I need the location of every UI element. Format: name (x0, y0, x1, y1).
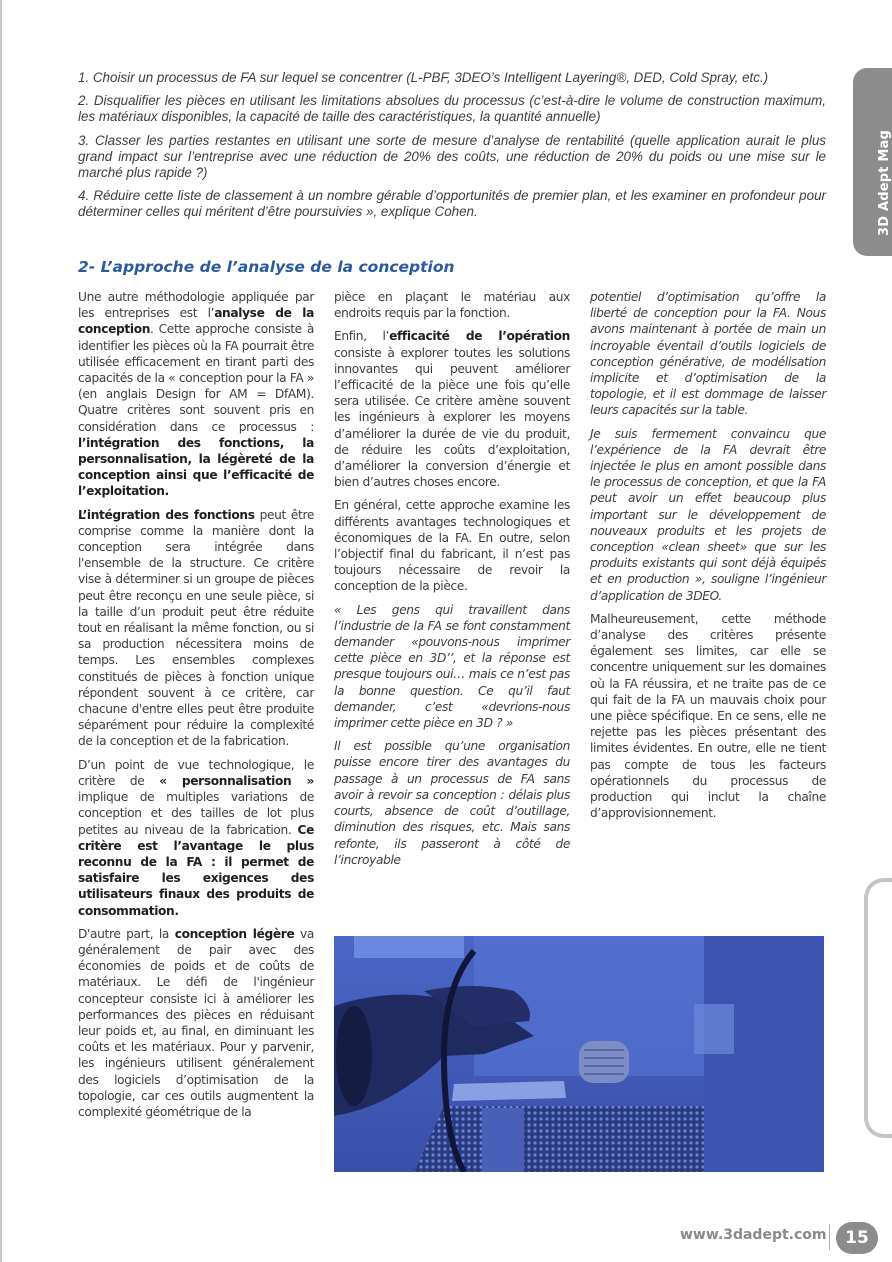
quote-paragraph: « Les gens qui travaillent dans l’industrie de la FA se font constamment demander «pouvons-nous imprimer cette pièce en 3D’’, et la réponse est presque toujours oui… mais ce n’est pas la bonne question. Ce qu’il faut demander, c’est «devrions-nous imprimer cette pièce en 3D ? » (334, 602, 570, 731)
paragraph: D’un point de vue technologique, le critère de « personnalisation » implique de multiples variations de conception et des tailles de lot plus petites au niveau de la fabrication. Ce critère est l’avantage le plus reconnu de la FA : il permet de satisfaire les exigences des utilisateurs finaux des produits de consommation. (78, 757, 315, 918)
footer-divider (829, 1224, 830, 1250)
section-heading: 2- L’approche de l’analyse de la conception (78, 258, 455, 276)
bracket-handle (694, 1004, 734, 1054)
text-column-3 (590, 289, 826, 829)
viewing-window (354, 936, 464, 958)
paragraph: pièce en plaçant le matériau aux endroits requis par la fonction. (334, 290, 570, 321)
step-2: 2. Disqualifier les pièces en utilisant les limitations absolues du processus (c’est-à-dire le volume de construction maximum, les matériaux disponibles, la capacité de taille des caractéristiques, la quantité annuelle) (78, 93, 826, 125)
glove-port (336, 1006, 372, 1106)
numbered-steps-list (78, 70, 826, 228)
quote-paragraph: potentiel d’optimisation qu’offre la liberté de conception pour la FA. Nous avons maintenant à portée de main un incroyable éventail d’outils logiciels de conception générative, de modélisation implicite et d’optimisation de la topologie, et il est dommage de laisser leurs capacités sur la table. (590, 290, 826, 418)
step-4: 4. Réduire cette liste de classement à un nombre gérable d’opportunités de premier plan, et les examiner en profondeur pour déterminer celles qui méritent d’être poursuivies », explique Cohen. (78, 188, 826, 220)
glovebox-photo (334, 936, 824, 1172)
side-tab-label: 3D Adept Mag (877, 129, 892, 236)
text-column-2 (334, 289, 570, 875)
paragraph: Enfin, l’efficacité de l’opération consiste à explorer toutes les solutions innovantes qui peuvent améliorer l’efficacité de la pièce une fois qu’elle sera utilisée. Ce critère amène souvent les ingénieurs à explorer les moyens d’améliorer la durée de vie du produit, de réduire les coûts d’exploitation, d’améliorer la conversion d’énergie et bien d’autres choses encore. (334, 329, 570, 490)
page-number-badge: 15 (836, 1222, 878, 1254)
paragraph: En général, cette approche examine les différents avantages technologiques et économiques de la FA. En outre, selon l’objectif final du fabricant, il n’est pas toujours nécessaire de revoir la conception de la pièce. (334, 498, 570, 594)
stand-plate (452, 1081, 566, 1101)
quote-paragraph: Il est possible qu’une organisation puisse encore tirer des avantages du passage à un processus de FA sans avoir à revoir sa conception : délais plus courts, absence de coût d’outillage, diminution des risques, etc. Mais sans refonte, ils passeront à côté de l’incroyable (334, 739, 570, 867)
paragraph: D'autre part, la conception légère va généralement de pair avec des économies de poids et de coûts de matériaux. Le défi de l'ingénieur concepteur consiste ici à améliorer les performances des pièces en réduisant leur poids et, au final, en diminuant les coûts et les matériaux. Pour y parvenir, les ingénieurs utilisent généralement des logiciels d’optimisation de la topologie, car ces outils augmentent la complexité géométrique de la (78, 926, 314, 1119)
page-edge-rule (0, 0, 2, 1262)
stand-post (482, 1108, 524, 1172)
paragraph: Malheureusement, cette méthode d’analyse des critères présente également ses limites, car elle se concentre uniquement sur les domaines où la FA réussira, et ne traite pas de ce qui fait de la FA un mauvais choix pour une pièce spécifique. En ce sens, elle ne rejette pas les pièces présentant des limites évidentes. En outre, elle ne tient pas compte de tous les facteurs opérationnels du processus de production qui inclut la chaîne d’approvisionnement. (590, 611, 826, 821)
step-1: 1. Choisir un processus de FA sur lequel se concentrer (L-PBF, 3DEO’s Intelligent Layering®, DED, Cold Spray, etc.) (78, 70, 769, 85)
quote-paragraph: Je suis fermement convaincu que l’expérience de la FA devrait être injectée le plus en amont possible dans le processus de conception, et que la FA peut avoir un effet beaucoup plus important sur le développement de nouveaux produits et les projets de conception «clean sheet» que sur les produits existants qui sont déjà équipés et en production », souligne l’ingénieur d’application de 3DEO. (590, 426, 826, 603)
glovebox-illustration (334, 936, 824, 1172)
step-3: 3. Classer les parties restantes en utilisant une sorte de mesure d’analyse de rentabilité (quelle application aurait le plus grand impact sur l’entreprise avec une réduction de 20% des coûts, une réduction de 20% du poids ou une mise sur le marché plus rapide ?) (78, 132, 826, 181)
paragraph: L’intégration des fonctions peut être comprise comme la manière dont la conception sera intégrée dans l'ensemble de la structure. Ce critère vise à déterminer si un groupe de pièces peut être reconçu en une seule pièce, si la taille d’un produit peut être réduite tout en réalisant la même fonction, ou si sa production nécessitera moins de temps. Les ensembles complexes constitués de pièces à fonction unique répondent souvent à ce critère, car chacune d'entre elles peut être produite séparément pour réduire la complexité de la conception et de la fabrication. (78, 507, 314, 749)
footer-website-link[interactable]: www.3dadept.com (680, 1227, 827, 1243)
side-bracket-decoration (864, 878, 892, 1138)
text-column-1 (78, 289, 314, 1127)
printed-part (579, 1041, 629, 1083)
magazine-side-tab (853, 68, 892, 256)
paragraph: Une autre méthodologie appliquée par les entreprises est l’analyse de la conception. Cette approche consiste à identifier les pièces où la FA pourrait être utilisée efficacement en tirant parti des capacités de la « conception pour la FA » (en anglais Design for AM = DfAM). Quatre critères sont souvent pris en considération dans ce processus : l’intégration des fonctions, la personnalisation, la légèreté de la conception ainsi que l’efficacité de l’exploitation. (78, 290, 314, 499)
